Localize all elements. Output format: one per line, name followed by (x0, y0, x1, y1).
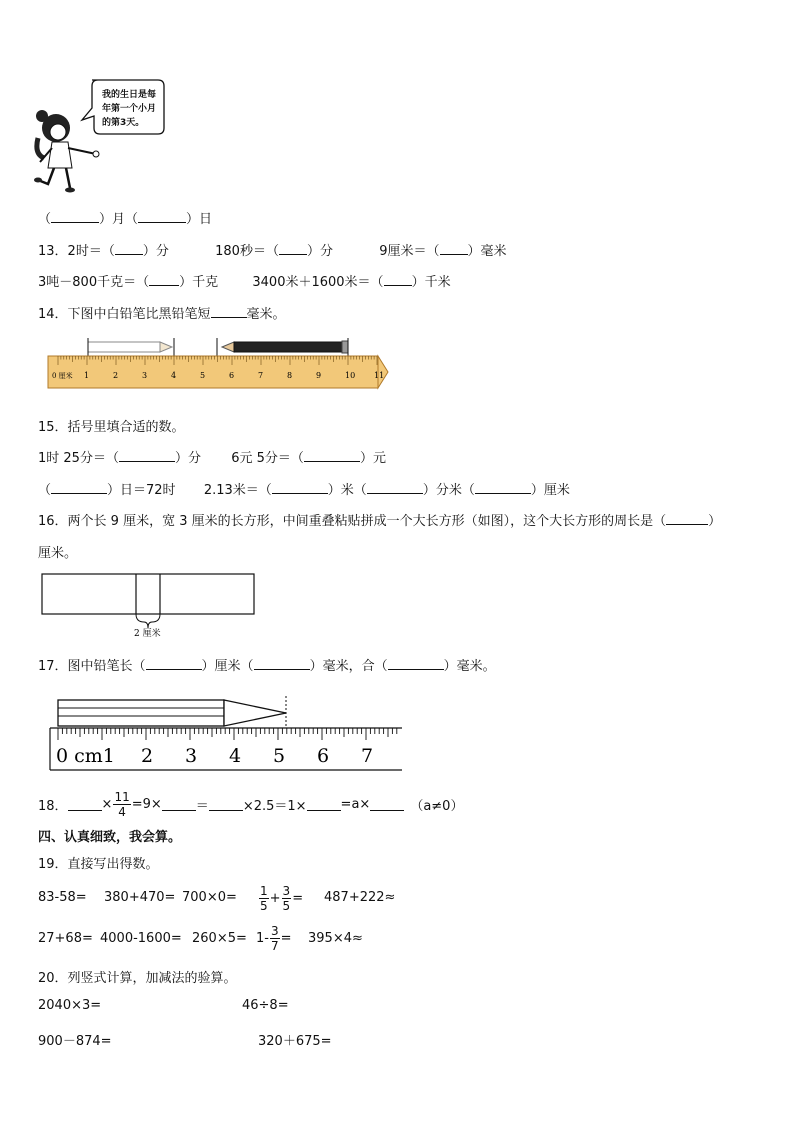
q20-item: 900－874= (38, 1034, 112, 1049)
q15-line1: 1时 25分＝（ ）分 6元 5分＝（ ）元 (38, 451, 386, 466)
q13-line1: 13．2时＝（ ）分 180秒＝（ ）分 9厘米＝（ ）毫米 (38, 244, 507, 259)
answer-blank[interactable] (51, 210, 99, 223)
ruler-tick-label: 8 (287, 371, 293, 380)
q15-line2: （ ）日＝72时 2.13米＝（ ）米（ ）分米（ ）厘米 (38, 483, 570, 498)
fraction-3-5: $\frac{3}{5}$ (282, 883, 291, 913)
pencil (58, 696, 286, 728)
answer-blank[interactable] (254, 657, 310, 670)
answer-blank[interactable] (367, 481, 423, 494)
white-pencil (88, 338, 174, 356)
ruler-tick-label: 7 (258, 371, 264, 380)
answer-blank[interactable] (307, 798, 341, 811)
answer-blank[interactable] (51, 481, 107, 494)
ruler-label: 6 (317, 745, 330, 767)
ruler-label: 7 (361, 745, 374, 767)
ruler-tick-label: 1 (84, 371, 90, 380)
answer-blank[interactable] (146, 657, 202, 670)
ruler-tick-label: 2 (113, 371, 119, 380)
ruler-tick-label: 11 (374, 371, 385, 380)
answer-blank[interactable] (162, 798, 196, 811)
ruler-tick-label: 3 (142, 371, 148, 380)
q14-ruler-figure (46, 336, 396, 392)
fraction-3-7: $\frac{3}{7}$ (270, 923, 279, 953)
answer-blank[interactable] (370, 798, 404, 811)
answer-blank[interactable] (304, 449, 360, 462)
answer-blank[interactable] (119, 449, 175, 462)
ruler-label: 0 cm1 (56, 745, 115, 767)
section-4-title: 四、认真细致，我会算。 (38, 830, 182, 845)
speech-line: 我的生日是每 (102, 90, 157, 100)
answer-blank[interactable] (68, 798, 102, 811)
fraction-1-5: $\frac{1}{5}$ (260, 883, 268, 913)
answer-blank[interactable] (149, 273, 179, 286)
ruler-tick-label: 4 (171, 371, 177, 380)
answer-blank[interactable] (115, 242, 143, 255)
answer-blank[interactable] (272, 481, 328, 494)
answer-blank[interactable] (384, 273, 412, 286)
speech-line: 的第3天。 (102, 118, 145, 128)
ruler-unit-label: 0 厘米 (52, 372, 73, 380)
q20-item: 46÷8= (242, 998, 289, 1013)
q19-title: 19．直接写出得数。 (38, 857, 159, 872)
answer-blank[interactable] (211, 305, 247, 318)
ruler-tick-label: 10 (345, 371, 356, 380)
overlap-label: 2 厘米 (134, 629, 161, 639)
ruler-tick-label: 6 (229, 371, 235, 380)
ruler-label: 4 (229, 745, 242, 767)
answer-blank[interactable] (209, 798, 243, 811)
q19-row2: 27+68= 4000-1600= 260×5= 1- $\frac{3}{7}$ = 395×4≈ (38, 923, 363, 953)
ruler-label: 5 (273, 745, 286, 767)
answer-blank[interactable] (279, 242, 307, 255)
q18-question: 18． × $\frac{11}{4}$ =9× ＝ ×2.5＝1× =a× （a≠0） (38, 790, 464, 819)
q20-title: 20．列竖式计算，加减法的验算。 (38, 971, 237, 986)
black-pencil (217, 338, 348, 356)
ruler-tick-label: 5 (200, 371, 206, 380)
q16-question-cont: 厘米。 (38, 546, 78, 561)
q12-answer-line: （ ）月（ ）日 (38, 212, 213, 227)
answer-blank[interactable] (666, 512, 708, 525)
speech-line: 年第一个小月 (102, 104, 157, 114)
girl-illustration (34, 76, 174, 194)
answer-blank[interactable] (440, 242, 468, 255)
q20-item: 320＋675= (258, 1034, 332, 1049)
q16-question: 16．两个长 9 厘米，宽 3 厘米的长方形，中间重叠粘贴拼成一个大长方形（如图），这个大长方形的周长是（ ） (38, 514, 722, 529)
ruler-tick-label: 9 (316, 371, 322, 380)
q14-question: 14．下图中白铅笔比黑铅笔短 毫米。 (38, 307, 286, 322)
answer-blank[interactable] (138, 210, 186, 223)
answer-blank[interactable] (475, 481, 531, 494)
ruler-label: 3 (185, 745, 198, 767)
q20-item: 2040×3= (38, 998, 102, 1013)
fraction-11-4: $\frac{11}{4}$ (114, 790, 130, 819)
q13-line2: 3吨－800千克＝（ ）千克 3400米＋1600米＝（ ）千米 (38, 275, 451, 290)
q16-rectangles-figure (40, 572, 260, 642)
q17-pencil-ruler-figure (46, 694, 406, 776)
ruler-label: 2 (141, 745, 154, 767)
answer-blank[interactable] (388, 657, 444, 670)
q17-question: 17．图中铅笔长（ ）厘米（ ）毫米，合（ ）毫米。 (38, 659, 496, 674)
q19-row1: 83-58= 380+470= 700×0= $\frac{1}{5}$ + $\frac{3}{5}$ = 487+222≈ (38, 883, 396, 913)
q15-title: 15．括号里填合适的数。 (38, 420, 185, 435)
